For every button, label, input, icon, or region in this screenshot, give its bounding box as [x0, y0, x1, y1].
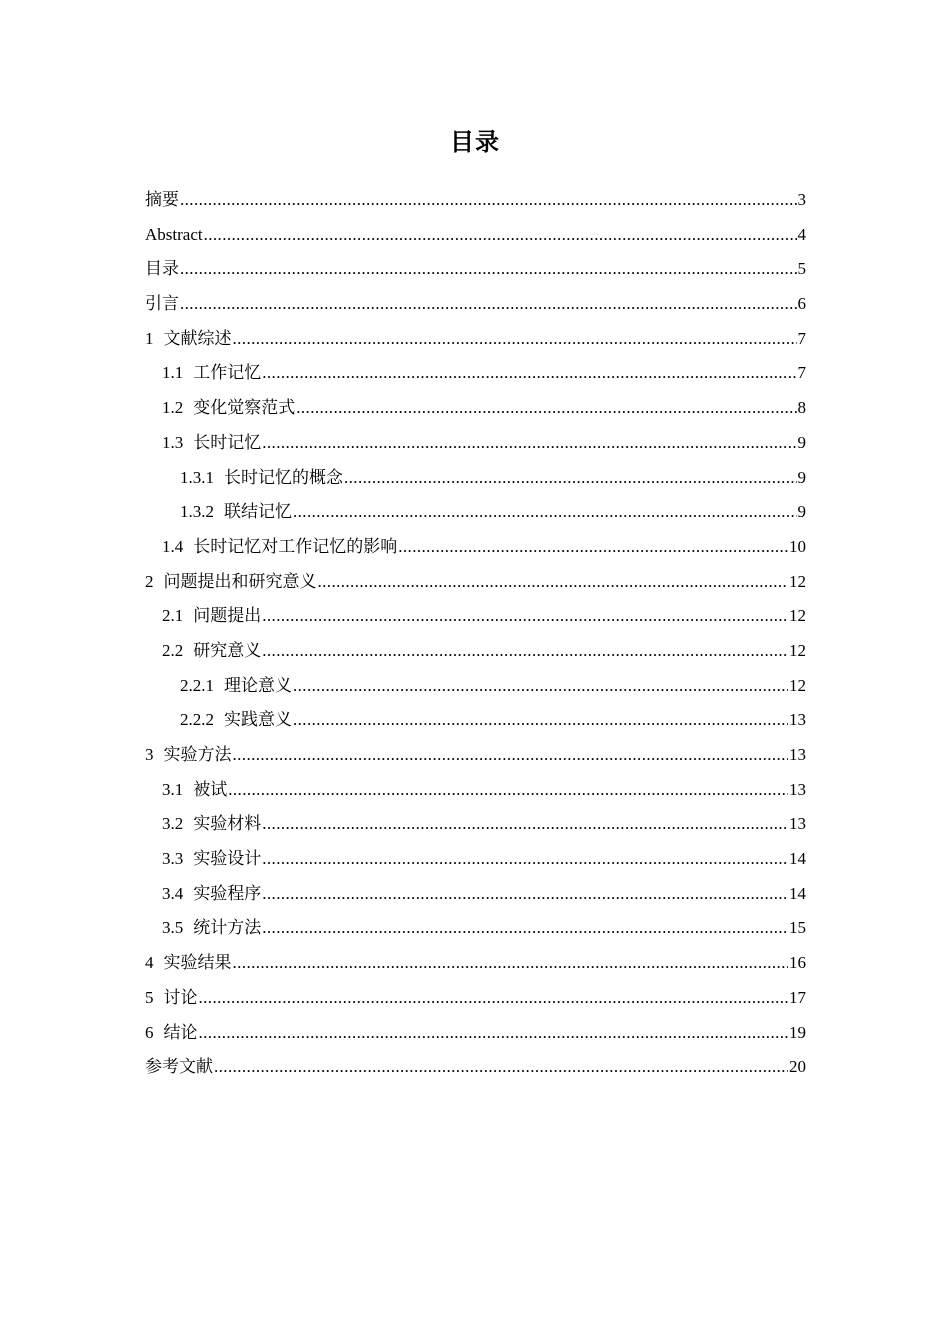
toc-entry-title: 工作记忆 [193, 363, 262, 383]
toc-entry-page-number: 14 [789, 883, 806, 903]
toc-entry-title: 引言 [145, 294, 179, 314]
toc-entry-number: 2 [145, 571, 154, 591]
toc-entry[interactable] [145, 252, 806, 287]
toc-entry-page-number: 8 [797, 398, 806, 418]
toc-entry-number: 1.3 [162, 432, 184, 452]
toc-entry-title: 摘要 [145, 190, 179, 209]
toc-entry[interactable] [145, 842, 806, 877]
toc-entry-title: 实验设计 [193, 849, 262, 869]
toc-dot-leader [204, 218, 797, 253]
toc-entry-title: Abstract [145, 224, 203, 244]
toc-entry[interactable] [145, 565, 806, 600]
toc-entry-page-number: 17 [789, 987, 806, 1007]
toc-entry-title: 问题提出和研究意义 [163, 571, 317, 591]
toc-entry-number: 3.1 [162, 779, 184, 799]
toc-entry-title: 被试 [193, 779, 228, 799]
toc-entry-title: 目录 [145, 259, 179, 279]
toc-entry-number: 1 [145, 328, 154, 348]
toc-entry-number: 1.4 [162, 536, 184, 556]
toc-entry-number: 6 [145, 1022, 154, 1042]
toc-entry-number: 1.3.2 [180, 502, 214, 522]
toc-entry-page-number: 9 [797, 432, 806, 452]
toc-dot-leader [262, 426, 796, 461]
toc-dot-leader [214, 1050, 788, 1085]
toc-entry-page-number: 14 [789, 849, 806, 869]
toc-entry-page-number: 5 [797, 259, 806, 279]
toc-dot-leader [199, 981, 789, 1016]
toc-dot-leader [262, 807, 788, 842]
toc-entry-number: 2.2.1 [180, 675, 214, 695]
toc-entry-page-number: 16 [789, 953, 806, 973]
toc-entry[interactable] [145, 703, 806, 738]
toc-entry[interactable] [145, 287, 806, 322]
toc-dot-leader [262, 911, 788, 946]
toc-entry-number: 3.2 [162, 814, 184, 834]
toc-entry-number: 2.1 [162, 606, 184, 626]
toc-entry-title: 参考文献 [145, 1057, 213, 1077]
toc-entry[interactable] [145, 634, 806, 669]
toc-entry-number: 1.1 [162, 363, 184, 383]
toc-entry-title: 结论 [163, 1022, 198, 1042]
toc-entry-title: 问题提出 [193, 606, 262, 626]
toc-entry-page-number: 6 [797, 294, 806, 314]
toc-entry-title: 实验方法 [163, 745, 232, 764]
toc-entry-number: 1.2 [162, 398, 184, 418]
toc-entry[interactable] [145, 426, 806, 461]
toc-entry-title: 变化觉察范式 [193, 398, 296, 418]
toc-entry-page-number: 12 [789, 675, 806, 695]
toc-entry-page-number: 20 [789, 1057, 806, 1077]
toc-entry[interactable] [145, 1050, 806, 1085]
toc-dot-leader [262, 842, 788, 877]
toc-dot-leader [398, 530, 788, 565]
toc-entry[interactable] [145, 495, 806, 530]
toc-entry-number: 3.5 [162, 918, 184, 938]
toc-entry-number: 3 [145, 745, 154, 764]
toc-entry[interactable] [145, 911, 806, 946]
toc-entry-title: 研究意义 [193, 640, 262, 660]
toc-entry[interactable] [145, 807, 806, 842]
toc-entry-title: 联结记忆 [224, 502, 292, 522]
toc-dot-leader [293, 703, 788, 738]
toc-entry-page-number: 19 [789, 1022, 806, 1042]
toc-entry[interactable] [145, 599, 806, 634]
toc-entry-page-number: 15 [789, 918, 806, 938]
toc-entry[interactable] [145, 773, 806, 808]
toc-dot-leader [262, 356, 796, 391]
toc-entry-number: 2.2 [162, 640, 184, 660]
page-title: 目录 [450, 128, 500, 156]
toc-dot-leader [318, 565, 789, 600]
toc-entry[interactable] [145, 461, 806, 496]
toc-dot-leader [180, 252, 797, 287]
toc-dot-leader [199, 1016, 789, 1051]
toc-entry-title: 实践意义 [224, 710, 292, 730]
toc-dot-leader [262, 634, 788, 669]
toc-entry-page-number: 3 [797, 190, 806, 209]
toc-dot-leader [180, 183, 797, 218]
toc-dot-leader [233, 946, 789, 981]
toc-dot-leader [233, 322, 797, 357]
toc-dot-leader [233, 738, 789, 773]
toc-entry-title: 长时记忆 [193, 432, 262, 452]
toc-entry-title: 实验结果 [163, 953, 232, 973]
toc-entry-number: 3.4 [162, 883, 184, 903]
toc-entry-page-number: 4 [797, 224, 806, 244]
toc-entry[interactable] [145, 218, 806, 253]
toc-entry[interactable] [145, 530, 806, 565]
toc-entry-page-number: 9 [797, 502, 806, 522]
toc-entry[interactable] [145, 322, 806, 357]
toc-entry-number: 5 [145, 987, 154, 1007]
toc-entry-page-number: 13 [789, 814, 806, 834]
toc-entry-title: 统计方法 [193, 918, 262, 938]
toc-entry-number: 4 [145, 953, 154, 973]
toc-dot-leader [344, 461, 797, 496]
toc-entry-page-number: 12 [789, 606, 806, 626]
table-of-contents [145, 183, 806, 1085]
toc-dot-leader [296, 391, 796, 426]
toc-entry[interactable] [145, 183, 806, 218]
toc-entry-number: 1.3.1 [180, 467, 214, 487]
toc-entry-page-number: 7 [797, 363, 806, 383]
toc-entry[interactable] [145, 669, 806, 704]
toc-dot-leader [180, 287, 797, 322]
toc-entry[interactable] [145, 391, 806, 426]
toc-entry-page-number: 12 [789, 571, 806, 591]
toc-entry-title: 文献综述 [163, 328, 232, 348]
toc-entry-title: 长时记忆的概念 [224, 467, 343, 487]
toc-entry-page-number: 13 [789, 745, 806, 764]
toc-entry-title: 实验程序 [193, 883, 262, 903]
toc-dot-leader [293, 495, 797, 530]
toc-entry-number: 2.2.2 [180, 710, 214, 730]
toc-entry[interactable] [145, 356, 806, 391]
toc-entry[interactable] [145, 738, 806, 773]
toc-entry-title: 长时记忆对工作记忆的影响 [193, 536, 398, 556]
toc-dot-leader [262, 877, 788, 912]
toc-entry-title: 讨论 [163, 987, 198, 1007]
toc-entry-number: 3.3 [162, 849, 184, 869]
toc-entry-title: 实验材料 [193, 814, 262, 834]
toc-entry[interactable] [145, 877, 806, 912]
toc-dot-leader [293, 669, 788, 704]
toc-entry[interactable] [145, 981, 806, 1016]
toc-entry[interactable] [145, 946, 806, 981]
toc-entry-page-number: 10 [789, 536, 806, 556]
toc-dot-leader [228, 773, 788, 808]
toc-dot-leader [262, 599, 788, 634]
toc-entry-page-number: 13 [789, 779, 806, 799]
toc-entry-page-number: 7 [797, 328, 806, 348]
toc-entry-title: 理论意义 [224, 675, 292, 695]
toc-entry-page-number: 9 [797, 467, 806, 487]
toc-entry[interactable] [145, 1016, 806, 1051]
toc-entry-page-number: 12 [789, 640, 806, 660]
toc-entry-page-number: 13 [789, 710, 806, 730]
